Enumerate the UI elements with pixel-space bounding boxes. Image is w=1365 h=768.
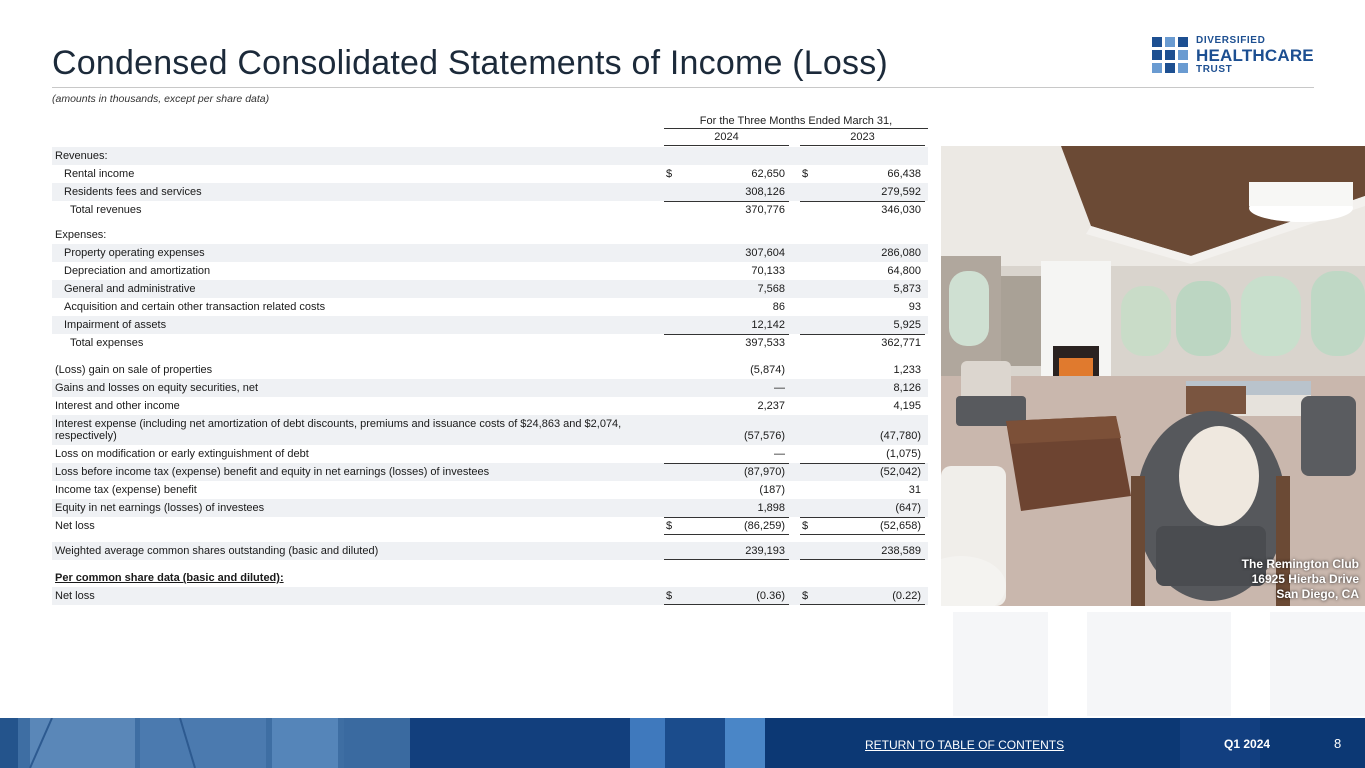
total-rule [664, 534, 789, 535]
value-2024: 86 [772, 301, 785, 313]
value-2023: 362,771 [881, 337, 921, 349]
value-2024: 1,898 [757, 502, 785, 514]
page-subtitle: (amounts in thousands, except per share data) [52, 93, 270, 105]
value-2023: (52,658) [880, 520, 921, 532]
lounge-interior-image [941, 146, 1365, 606]
value-2024: 70,133 [751, 265, 785, 277]
total-rule [800, 534, 925, 535]
year-header-2023: 2023 [850, 131, 875, 143]
return-to-contents-link[interactable]: RETURN TO TABLE OF CONTENTS [865, 738, 1065, 752]
row-label: Weighted average common shares outstanding (basic and diluted) [55, 545, 379, 557]
dollar-sign: $ [802, 520, 809, 532]
dollar-sign: $ [666, 168, 673, 180]
year-rule-2024 [664, 145, 789, 146]
quarter-label: Q1 2024 [1224, 737, 1271, 751]
row-label: Depreciation and amortization [64, 265, 211, 277]
decor-panel [953, 612, 1048, 716]
table-row-debt-extinguishment [52, 445, 928, 463]
logo-line-3: TRUST [1196, 64, 1233, 75]
total-rule [800, 604, 925, 605]
table-row-interest-income [52, 397, 928, 415]
value-2023: (647) [895, 502, 921, 514]
value-2023: 346,030 [881, 204, 921, 216]
subtotal-rule [664, 201, 789, 202]
company-logo [1152, 36, 1322, 76]
logo-mark-icon [1152, 37, 1190, 75]
value-2023: (47,780) [880, 430, 921, 442]
row-label: Interest and other income [55, 400, 180, 412]
value-2023: 5,873 [893, 283, 921, 295]
row-label: Net loss [55, 590, 95, 602]
value-2023: 238,589 [881, 545, 921, 557]
table-row-general-admin [52, 280, 928, 298]
value-2024: 370,776 [745, 204, 785, 216]
caption-line-1: The Remington Club [1241, 557, 1359, 571]
value-2023: 8,126 [893, 382, 921, 394]
table-row-depreciation [52, 262, 928, 280]
row-label: Net loss [55, 520, 95, 532]
value-2023: 5,925 [893, 319, 921, 331]
row-label: Interest expense (including net amortization of debt discounts, premiums and issuance costs of $24,863 and $2,074, respectively) [55, 418, 622, 442]
row-label: Total revenues [70, 204, 142, 216]
subtotal-rule [800, 201, 925, 202]
value-2023: 64,800 [887, 265, 921, 277]
value-2024: 307,604 [745, 247, 785, 259]
table-row-property-operating [52, 244, 928, 262]
year-header-2024: 2024 [714, 131, 739, 143]
row-label: Residents fees and services [64, 186, 202, 198]
row-label: Impairment of assets [64, 319, 167, 331]
value-2024: 2,237 [757, 400, 785, 412]
value-2023: (0.22) [892, 590, 921, 602]
table-row-gain-on-sale [52, 361, 928, 379]
subtotal-rule [800, 334, 925, 335]
footer-building-image [0, 718, 1365, 768]
row-label: Property operating expenses [64, 247, 205, 259]
logo-line-1: DIVERSIFIED [1196, 35, 1266, 46]
subtotal-rule [800, 517, 925, 518]
table-row-income-tax [52, 481, 928, 499]
year-rule-2023 [800, 145, 925, 146]
table-row-net-loss-per-share [52, 587, 928, 605]
table-row-weighted-shares [52, 542, 928, 560]
period-header: For the Three Months Ended March 31, [699, 115, 893, 127]
table-row-expenses-header [52, 226, 928, 244]
property-photo [941, 146, 1365, 606]
subtotal-rule [664, 463, 789, 464]
table-row-impairment [52, 316, 928, 334]
total-rule [800, 559, 925, 560]
decor-panel [1087, 612, 1231, 716]
value-2024: (86,259) [744, 520, 785, 532]
row-label: Per common share data (basic and diluted): [55, 572, 284, 584]
value-2024: 12,142 [751, 319, 785, 331]
value-2023: (52,042) [880, 466, 921, 478]
value-2024: 397,533 [745, 337, 785, 349]
table-row-total-revenues [52, 201, 928, 219]
row-label: Loss before income tax (expense) benefit and equity in net earnings (losses) of investees [55, 466, 490, 478]
photo-caption [1242, 557, 1359, 602]
logo-line-2: HEALTHCARE [1196, 46, 1314, 65]
dollar-sign: $ [802, 590, 809, 602]
value-2023: 31 [908, 484, 921, 496]
value-2023: 286,080 [881, 247, 921, 259]
value-2024: (5,874) [750, 364, 785, 376]
row-label: Loss on modification or early extinguishment of debt [55, 448, 309, 460]
table-row-per-share-header [52, 569, 928, 587]
footer-bar [0, 718, 1365, 768]
value-2023: 93 [908, 301, 921, 313]
title-divider [52, 87, 1314, 88]
value-2024: (87,970) [744, 466, 785, 478]
value-2023: 66,438 [887, 168, 921, 180]
row-label: Gains and losses on equity securities, net [55, 382, 259, 394]
table-row-equity-securities [52, 379, 928, 397]
page-number: 8 [1334, 736, 1342, 751]
subtotal-rule [664, 334, 789, 335]
table-row-total-expenses [52, 334, 928, 352]
value-2024: (187) [759, 484, 785, 496]
value-2024: — [774, 382, 785, 394]
value-2024: 239,193 [745, 545, 785, 557]
table-row-residents-fees [52, 183, 928, 201]
subtotal-rule [800, 463, 925, 464]
value-2023: (1,075) [886, 448, 921, 460]
caption-line-3: San Diego, CA [1276, 587, 1359, 601]
value-2023: 279,592 [881, 186, 921, 198]
value-2024: 7,568 [757, 283, 785, 295]
row-label: Equity in net earnings (losses) of investees [55, 502, 265, 514]
table-row-net-loss [52, 517, 928, 535]
table-row-revenues-header [52, 147, 928, 165]
row-label: Expenses: [55, 229, 107, 241]
row-label: Acquisition and certain other transaction related costs [64, 301, 326, 313]
row-label: Income tax (expense) benefit [55, 484, 197, 496]
page-title: Condensed Consolidated Statements of Income (Loss) [52, 44, 888, 82]
row-label: Revenues: [55, 150, 108, 162]
period-header-rule [664, 128, 928, 129]
subtotal-rule [664, 517, 789, 518]
value-2024: 308,126 [745, 186, 785, 198]
table-row-acquisition-costs [52, 298, 928, 316]
table-row-rental-income [52, 165, 928, 183]
row-label: Total expenses [70, 337, 144, 349]
dollar-sign: $ [802, 168, 809, 180]
row-label: (Loss) gain on sale of properties [55, 364, 213, 376]
decor-panel [1270, 612, 1365, 716]
value-2023: 4,195 [893, 400, 921, 412]
value-2024: (57,576) [744, 430, 785, 442]
caption-line-2: 16925 Hierba Drive [1251, 572, 1359, 586]
dollar-sign: $ [666, 520, 673, 532]
row-label: Rental income [64, 168, 135, 180]
total-rule [664, 559, 789, 560]
value-2023: 1,233 [893, 364, 921, 376]
value-2024: (0.36) [756, 590, 785, 602]
table-row-equity-investees [52, 499, 928, 517]
value-2024: — [774, 448, 785, 460]
row-label: General and administrative [64, 283, 196, 295]
table-row-interest-expense [52, 415, 928, 445]
total-rule [664, 604, 789, 605]
table-row-loss-before-tax [52, 463, 928, 481]
value-2024: 62,650 [751, 168, 785, 180]
dollar-sign: $ [666, 590, 673, 602]
